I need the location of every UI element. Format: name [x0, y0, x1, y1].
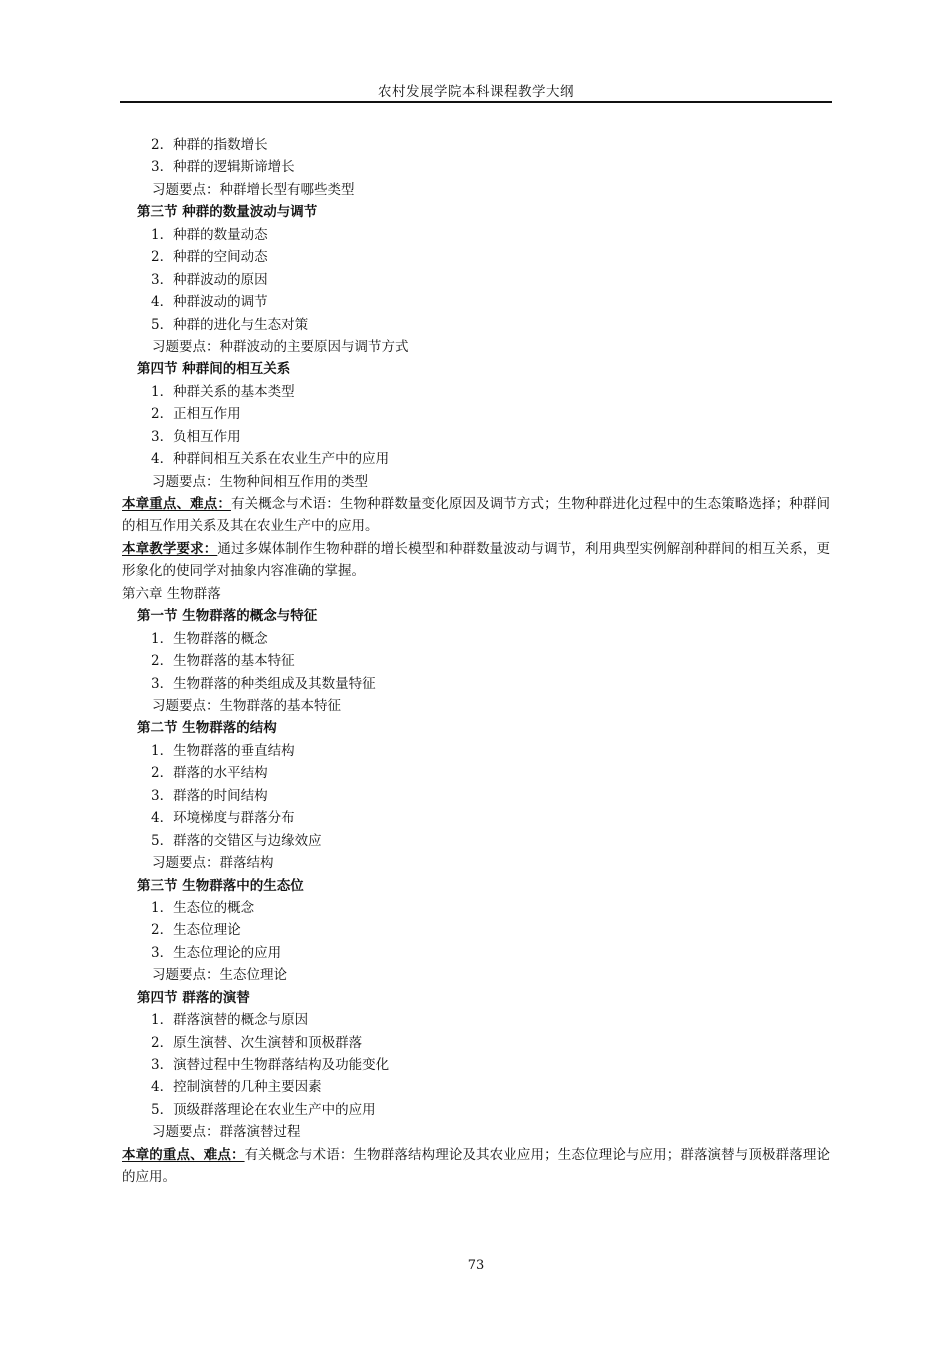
- list-item: 2．群落的水平结构: [151, 765, 268, 782]
- exercise-note: 习题要点：生物群落的基本特征: [152, 698, 341, 714]
- chapter-heading: 第六章 生物群落: [122, 585, 221, 602]
- chapter-summary-paragraph: [122, 538, 830, 583]
- section-heading: 第三节 种群的数量波动与调节: [137, 204, 318, 221]
- chapter-summary-paragraph: [122, 493, 830, 538]
- list-item: 1．生态位的概念: [151, 899, 255, 916]
- summary-label: 本章教学要求：: [122, 540, 218, 557]
- list-item: 2．生物群落的基本特征: [151, 653, 295, 670]
- exercise-note: 习题要点：群落结构: [152, 855, 274, 872]
- summary-label: 本章的重点、难点：: [122, 1146, 245, 1163]
- list-item: 4．控制演替的几种主要因素: [151, 1079, 322, 1096]
- list-item: 3．生物群落的种类组成及其数量特征: [151, 675, 376, 692]
- exercise-note: 习题要点：生物种间相互作用的类型: [152, 473, 368, 490]
- list-item: 2．原生演替、次生演替和顶极群落: [151, 1034, 363, 1051]
- list-item: 4．种群波动的调节: [151, 294, 268, 311]
- list-item: 3．生态位理论的应用: [151, 944, 282, 961]
- list-item: 1．生物群落的概念: [151, 630, 268, 647]
- section-heading: 第四节 种群间的相互关系: [137, 361, 291, 378]
- list-item: 3．种群的逻辑斯谛增长: [151, 159, 295, 176]
- section-heading: 第四节 群落的演替: [137, 989, 250, 1006]
- list-item: 3．负相互作用: [151, 428, 241, 445]
- list-item: 3．群落的时间结构: [151, 787, 268, 804]
- summary-text: 有关概念与术语：生物种群数量变化原因及调节方式；生物种群进化过程中的生态策略选择；种群间的相互作用关系及其在农业生产中的应用。: [122, 496, 831, 535]
- section-heading: 第三节 生物群落中的生态位: [137, 877, 304, 894]
- header-title: 农村发展学院本科课程教学大纲: [378, 84, 574, 100]
- list-item: 3．演替过程中生物群落结构及功能变化: [151, 1057, 390, 1073]
- exercise-note: 习题要点：生态位理论: [152, 967, 287, 984]
- list-item: 2．生态位理论: [151, 922, 241, 939]
- document-body: [122, 134, 830, 1189]
- section-heading: 第一节 生物群落的概念与特征: [137, 608, 318, 625]
- list-item: 2．种群的空间动态: [151, 249, 268, 266]
- list-item: 1．群落演替的概念与原因: [151, 1012, 309, 1029]
- list-item: 1．种群的数量动态: [151, 226, 268, 243]
- summary-text: 有关概念与术语：生物群落结构理论及其农业应用；生态位理论与应用；群落演替与顶极群落理论的应用。: [122, 1146, 831, 1186]
- list-item: 1．生物群落的垂直结构: [151, 742, 295, 759]
- list-item: 5．群落的交错区与边缘效应: [151, 832, 322, 849]
- exercise-note: 习题要点：种群波动的主要原因与调节方式: [152, 338, 409, 355]
- exercise-note: 习题要点：群落演替过程: [152, 1124, 301, 1141]
- list-item: 2．正相互作用: [151, 406, 241, 423]
- chapter-summary-paragraph: [122, 1144, 830, 1189]
- exercise-note: 习题要点：种群增长型有哪些类型: [152, 181, 355, 198]
- list-item: 2．种群的指数增长: [151, 137, 268, 153]
- list-item: 4．环境梯度与群落分布: [151, 810, 295, 827]
- summary-label: 本章重点、难点：: [122, 496, 231, 512]
- list-item: 4．种群间相互关系在农业生产中的应用: [151, 451, 390, 468]
- section-heading: 第二节 生物群落的结构: [137, 720, 277, 737]
- header-rule: [120, 101, 832, 103]
- list-item: 1．种群关系的基本类型: [151, 383, 295, 400]
- list-item: 5．种群的进化与生态对策: [151, 316, 309, 333]
- page-number: 73: [467, 1258, 485, 1273]
- list-item: 3．种群波动的原因: [151, 271, 268, 288]
- summary-text: 通过多媒体制作生物种群的增长模型和种群数量波动与调节，利用典型实例解剖种群间的相互关系，更形象化的使同学对抽象内容准确的掌握。: [122, 540, 831, 580]
- list-item: 5．顶级群落理论在农业生产中的应用: [151, 1101, 376, 1118]
